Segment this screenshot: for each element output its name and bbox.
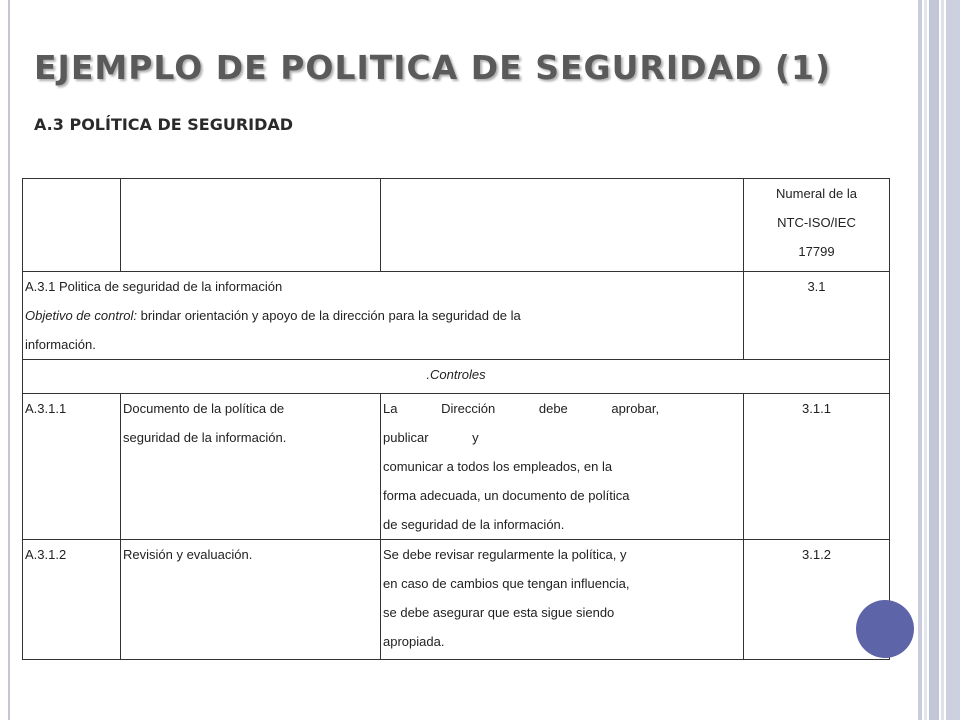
control-description <box>381 540 744 660</box>
header-cell-empty <box>23 179 121 272</box>
policy-table <box>22 178 890 660</box>
table-row <box>23 394 890 540</box>
slide-frame-left <box>8 0 10 720</box>
decorative-bar <box>924 0 927 720</box>
slide-title: EJEMPLO DE POLITICA DE SEGURIDAD (1) <box>34 48 832 87</box>
control-name-line: Documento de la política de <box>123 401 285 416</box>
section-objective-cont: información. <box>25 337 96 352</box>
control-desc-line: en caso de cambios que tengan influencia, <box>383 576 630 591</box>
decorative-circle <box>856 600 914 658</box>
header-cell-empty <box>121 179 381 272</box>
numeral-header-line: 17799 <box>798 244 835 259</box>
control-id: A.3.1.2 <box>23 540 121 660</box>
control-name-line: Revisión y evaluación. <box>123 547 253 562</box>
section-title: A.3.1 Politica de seguridad de la información <box>25 279 283 294</box>
controls-row <box>23 360 890 394</box>
control-desc-line: de seguridad de la información. <box>383 517 565 532</box>
control-name <box>121 540 381 660</box>
decorative-bar <box>929 0 939 720</box>
decorative-bar <box>918 0 922 720</box>
control-desc-line: forma adecuada, un documento de política <box>383 488 630 503</box>
section-cell <box>23 272 744 360</box>
control-desc-line: La Dirección debe aprobar, publicar y <box>383 401 660 445</box>
section-numeral: 3.1 <box>744 272 890 360</box>
control-desc-line: Se debe revisar regularmente la política, y <box>383 547 627 562</box>
control-numeral: 3.1.2 <box>744 540 890 660</box>
control-desc-line: comunicar a todos los empleados, en la <box>383 459 613 474</box>
numeral-header-line: NTC-ISO/IEC <box>777 215 856 230</box>
objective-label: Objetivo de control: <box>25 308 138 323</box>
controls-label: .Controles <box>23 360 890 394</box>
control-desc-line: apropiada. <box>383 634 445 649</box>
slide-subtitle: A.3 POLÍTICA DE SEGURIDAD <box>34 115 294 134</box>
header-cell-empty <box>381 179 744 272</box>
section-row <box>23 272 890 360</box>
numeral-header-line: Numeral de la <box>776 186 857 201</box>
control-description <box>381 394 744 540</box>
objective-text: brindar orientación y apoyo de la dirección para la seguridad de la <box>137 308 521 323</box>
table-row <box>23 540 890 660</box>
decorative-bar <box>941 0 944 720</box>
control-id: A.3.1.1 <box>23 394 121 540</box>
table-header-row <box>23 179 890 272</box>
control-numeral: 3.1.1 <box>744 394 890 540</box>
decorative-bar <box>946 0 960 720</box>
control-desc-line: se debe asegurar que esta sigue siendo <box>383 605 615 620</box>
header-cell-numeral <box>744 179 890 272</box>
section-objective <box>25 301 741 330</box>
control-name <box>121 394 381 540</box>
control-name-line: seguridad de la información. <box>123 430 287 445</box>
